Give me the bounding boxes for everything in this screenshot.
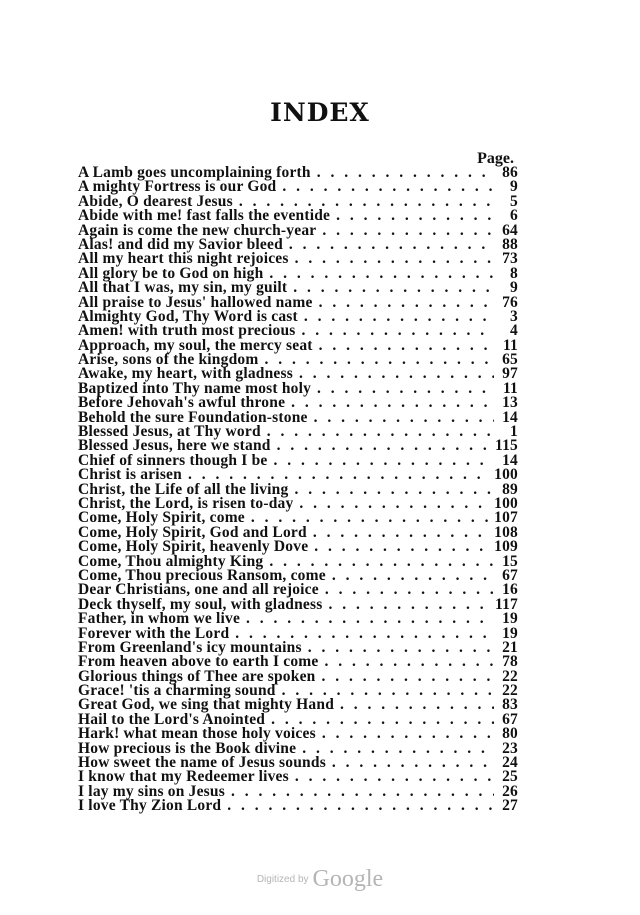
- index-entry-page: 11: [502, 379, 518, 397]
- index-entry-page: 67: [502, 566, 518, 584]
- index-entry-page: 14: [502, 408, 518, 426]
- index-entry-page: 67: [502, 710, 518, 728]
- index-entry-title: Christ is arisen: [78, 466, 182, 484]
- index-entry-page: 80: [502, 725, 518, 743]
- index-entry-title: I lay my sins on Jesus: [78, 782, 225, 800]
- dot-leader: [282, 180, 494, 194]
- index-entry-page: 6: [510, 207, 518, 225]
- index-entry-page: 107: [494, 509, 518, 527]
- dot-leader: [313, 526, 490, 540]
- index-entry-title: How precious is the Book divine: [78, 739, 297, 757]
- dot-leader: [302, 324, 494, 338]
- index-entry: [78, 799, 518, 813]
- index-entry-title: From heaven above to earth I come: [78, 653, 319, 671]
- index-entry-title: Blessed Jesus, here we stand: [78, 437, 271, 455]
- index-entry-page: 9: [510, 279, 518, 297]
- dot-leader: [277, 439, 491, 453]
- index-entry-title: All that I was, my sin, my guilt: [78, 279, 288, 297]
- dot-leader: [319, 339, 494, 353]
- index-entry-title: All praise to Jesus' hallowed name: [78, 293, 313, 311]
- dot-leader: [295, 252, 494, 266]
- index-entry-page: 23: [502, 739, 518, 757]
- index-entry-title: Alas! and did my Savior bleed: [78, 235, 283, 253]
- dot-leader: [299, 497, 490, 511]
- index-entry-page: 88: [502, 235, 518, 253]
- index-entry-title: All glory be to God on high: [78, 264, 264, 282]
- index-entry-page: 22: [502, 667, 518, 685]
- index-entry-title: Dear Christians, one and all rejoice: [78, 581, 319, 599]
- index-entry-title: Glorious things of Thee are spoken: [78, 667, 316, 685]
- index-entry-page: 22: [502, 682, 518, 700]
- dot-leader: [299, 367, 494, 381]
- index-entry-title: Arise, sons of the kingdom: [78, 351, 259, 369]
- index-entry-title: Great God, we sing that mighty Hand: [78, 696, 335, 714]
- dot-leader: [321, 670, 494, 684]
- index-entry-page: 19: [502, 610, 518, 628]
- dot-leader: [319, 296, 494, 310]
- index-entry-title: All my heart this night rejoices: [78, 250, 289, 268]
- digitization-watermark: [0, 866, 640, 893]
- index-entry-title: I know that my Redeemer lives: [78, 768, 289, 786]
- dot-leader: [332, 756, 494, 770]
- index-entry-page: 108: [494, 523, 518, 541]
- index-entry-title: Abide with me! fast falls the eventide: [78, 207, 331, 225]
- dot-leader: [328, 598, 491, 612]
- index-entry-page: 25: [502, 768, 518, 786]
- dot-leader: [336, 209, 494, 223]
- dot-leader: [340, 698, 494, 712]
- index-entry-page: 24: [502, 754, 518, 772]
- dot-leader: [314, 540, 490, 554]
- page-column-header: Page.: [477, 150, 514, 167]
- index-entry-page: 109: [494, 538, 518, 556]
- dot-leader: [267, 425, 494, 439]
- dot-leader: [302, 742, 494, 756]
- index-entry-page: 15: [502, 552, 518, 570]
- index-entry-page: 89: [502, 480, 518, 498]
- index-entry-title: Before Jehovah's awful throne: [78, 394, 286, 412]
- dot-leader: [304, 310, 494, 324]
- dot-leader: [322, 224, 494, 238]
- dot-leader: [273, 454, 494, 468]
- index-entry-title: I love Thy Zion Lord: [78, 797, 222, 815]
- dot-leader: [231, 785, 494, 799]
- index-entry-page: 117: [495, 595, 518, 613]
- index-entry-title: Chief of sinners though I be: [78, 451, 268, 469]
- index-entry-page: 100: [494, 494, 518, 512]
- index-entry-title: Come, Thou almighty King: [78, 552, 264, 570]
- index-entry-page: 5: [510, 192, 518, 210]
- index-entry-title: Come, Holy Spirit, come: [78, 509, 245, 527]
- dot-leader: [294, 483, 494, 497]
- dot-leader: [295, 770, 494, 784]
- index-entry-page: 14: [502, 451, 518, 469]
- index-entry-title: Forever with the Lord: [78, 624, 230, 642]
- index-entry-title: Christ, the Lord, is risen to-day: [78, 494, 294, 512]
- index-entry-title: Father, in whom we live: [78, 610, 241, 628]
- index-entry-page: 3: [510, 307, 518, 325]
- dot-leader: [269, 267, 494, 281]
- index-entry-title: Blessed Jesus, at Thy word: [78, 423, 261, 441]
- index-entry-page: 8: [510, 264, 518, 282]
- dot-leader: [322, 727, 494, 741]
- index-entry-title: Almighty God, Thy Word is cast: [78, 307, 298, 325]
- index-entry-title: Deck thyself, my soul, with gladness: [78, 595, 323, 613]
- index-entry-title: A Lamb goes uncomplaining forth: [78, 164, 311, 181]
- index-entry-page: 19: [502, 624, 518, 642]
- index-entry-page: 1: [510, 423, 518, 441]
- index-entry-title: How sweet the name of Jesus sounds: [78, 754, 326, 772]
- dot-leader: [264, 353, 494, 367]
- index-entry-title: Baptized into Thy name most holy: [78, 379, 312, 397]
- index-list: [78, 166, 518, 814]
- dot-leader: [314, 411, 494, 425]
- index-entry-page: 11: [502, 336, 518, 354]
- index-entry-title: Hail to the Lord's Anointed: [78, 710, 266, 728]
- index-entry-page: 100: [494, 466, 518, 484]
- dot-leader: [293, 281, 494, 295]
- index-entry-title: A mighty Fortress is our God: [78, 178, 277, 196]
- index-entry-page: 86: [502, 164, 518, 181]
- page-title: INDEX: [270, 98, 370, 127]
- index-entry-page: 78: [502, 653, 518, 671]
- index-entry-title: Come, Thou precious Ransom, come: [78, 566, 326, 584]
- index-entry-page: 21: [502, 638, 518, 656]
- dot-leader: [325, 655, 495, 669]
- index-entry-page: 27: [502, 797, 518, 815]
- index-entry-title: Amen! with truth most precious: [78, 322, 296, 340]
- index-entry-page: 13: [502, 394, 518, 412]
- index-entry-page: 4: [510, 322, 518, 340]
- dot-leader: [317, 382, 494, 396]
- index-entry-title: Christ, the Life of all the living: [78, 480, 289, 498]
- index-entry-page: 9: [510, 178, 518, 196]
- google-logo: Google: [312, 866, 384, 892]
- index-entry-page: 115: [495, 437, 518, 455]
- dot-leader: [289, 238, 494, 252]
- index-entry-title: Hark! what mean those holy voices: [78, 725, 316, 743]
- dot-leader: [317, 166, 494, 180]
- index-entry-title: Behold the sure Foundation-stone: [78, 408, 308, 426]
- index-entry-page: 83: [502, 696, 518, 714]
- index-entry-title: Approach, my soul, the mercy seat: [78, 336, 313, 354]
- index-entry-title: Grace! 'tis a charming sound: [78, 682, 276, 700]
- dot-leader: [291, 396, 494, 410]
- index-entry-title: Abide, O dearest Jesus: [78, 192, 233, 210]
- index-entry-page: 73: [502, 250, 518, 268]
- index-entry-page: 26: [502, 782, 518, 800]
- dot-leader: [227, 799, 494, 813]
- index-entry-page: 64: [502, 221, 518, 239]
- watermark-prefix: Digitized by: [256, 874, 309, 885]
- index-entry-page: 76: [502, 293, 518, 311]
- index-entry-title: Come, Holy Spirit, God and Lord: [78, 523, 307, 541]
- index-entry-page: 97: [502, 365, 518, 383]
- dot-leader: [325, 583, 494, 597]
- dot-leader: [246, 612, 494, 626]
- dot-leader: [332, 569, 494, 583]
- dot-leader: [308, 641, 494, 655]
- index-entry-title: Come, Holy Spirit, heavenly Dove: [78, 538, 309, 556]
- index-entry-title: Awake, my heart, with gladness: [78, 365, 293, 383]
- index-entry-title: Again is come the new church-year: [78, 221, 317, 239]
- index-entry-page: 16: [502, 581, 518, 599]
- index-entry-page: 65: [502, 351, 518, 369]
- index-entry-title: From Greenland's icy mountains: [78, 638, 302, 656]
